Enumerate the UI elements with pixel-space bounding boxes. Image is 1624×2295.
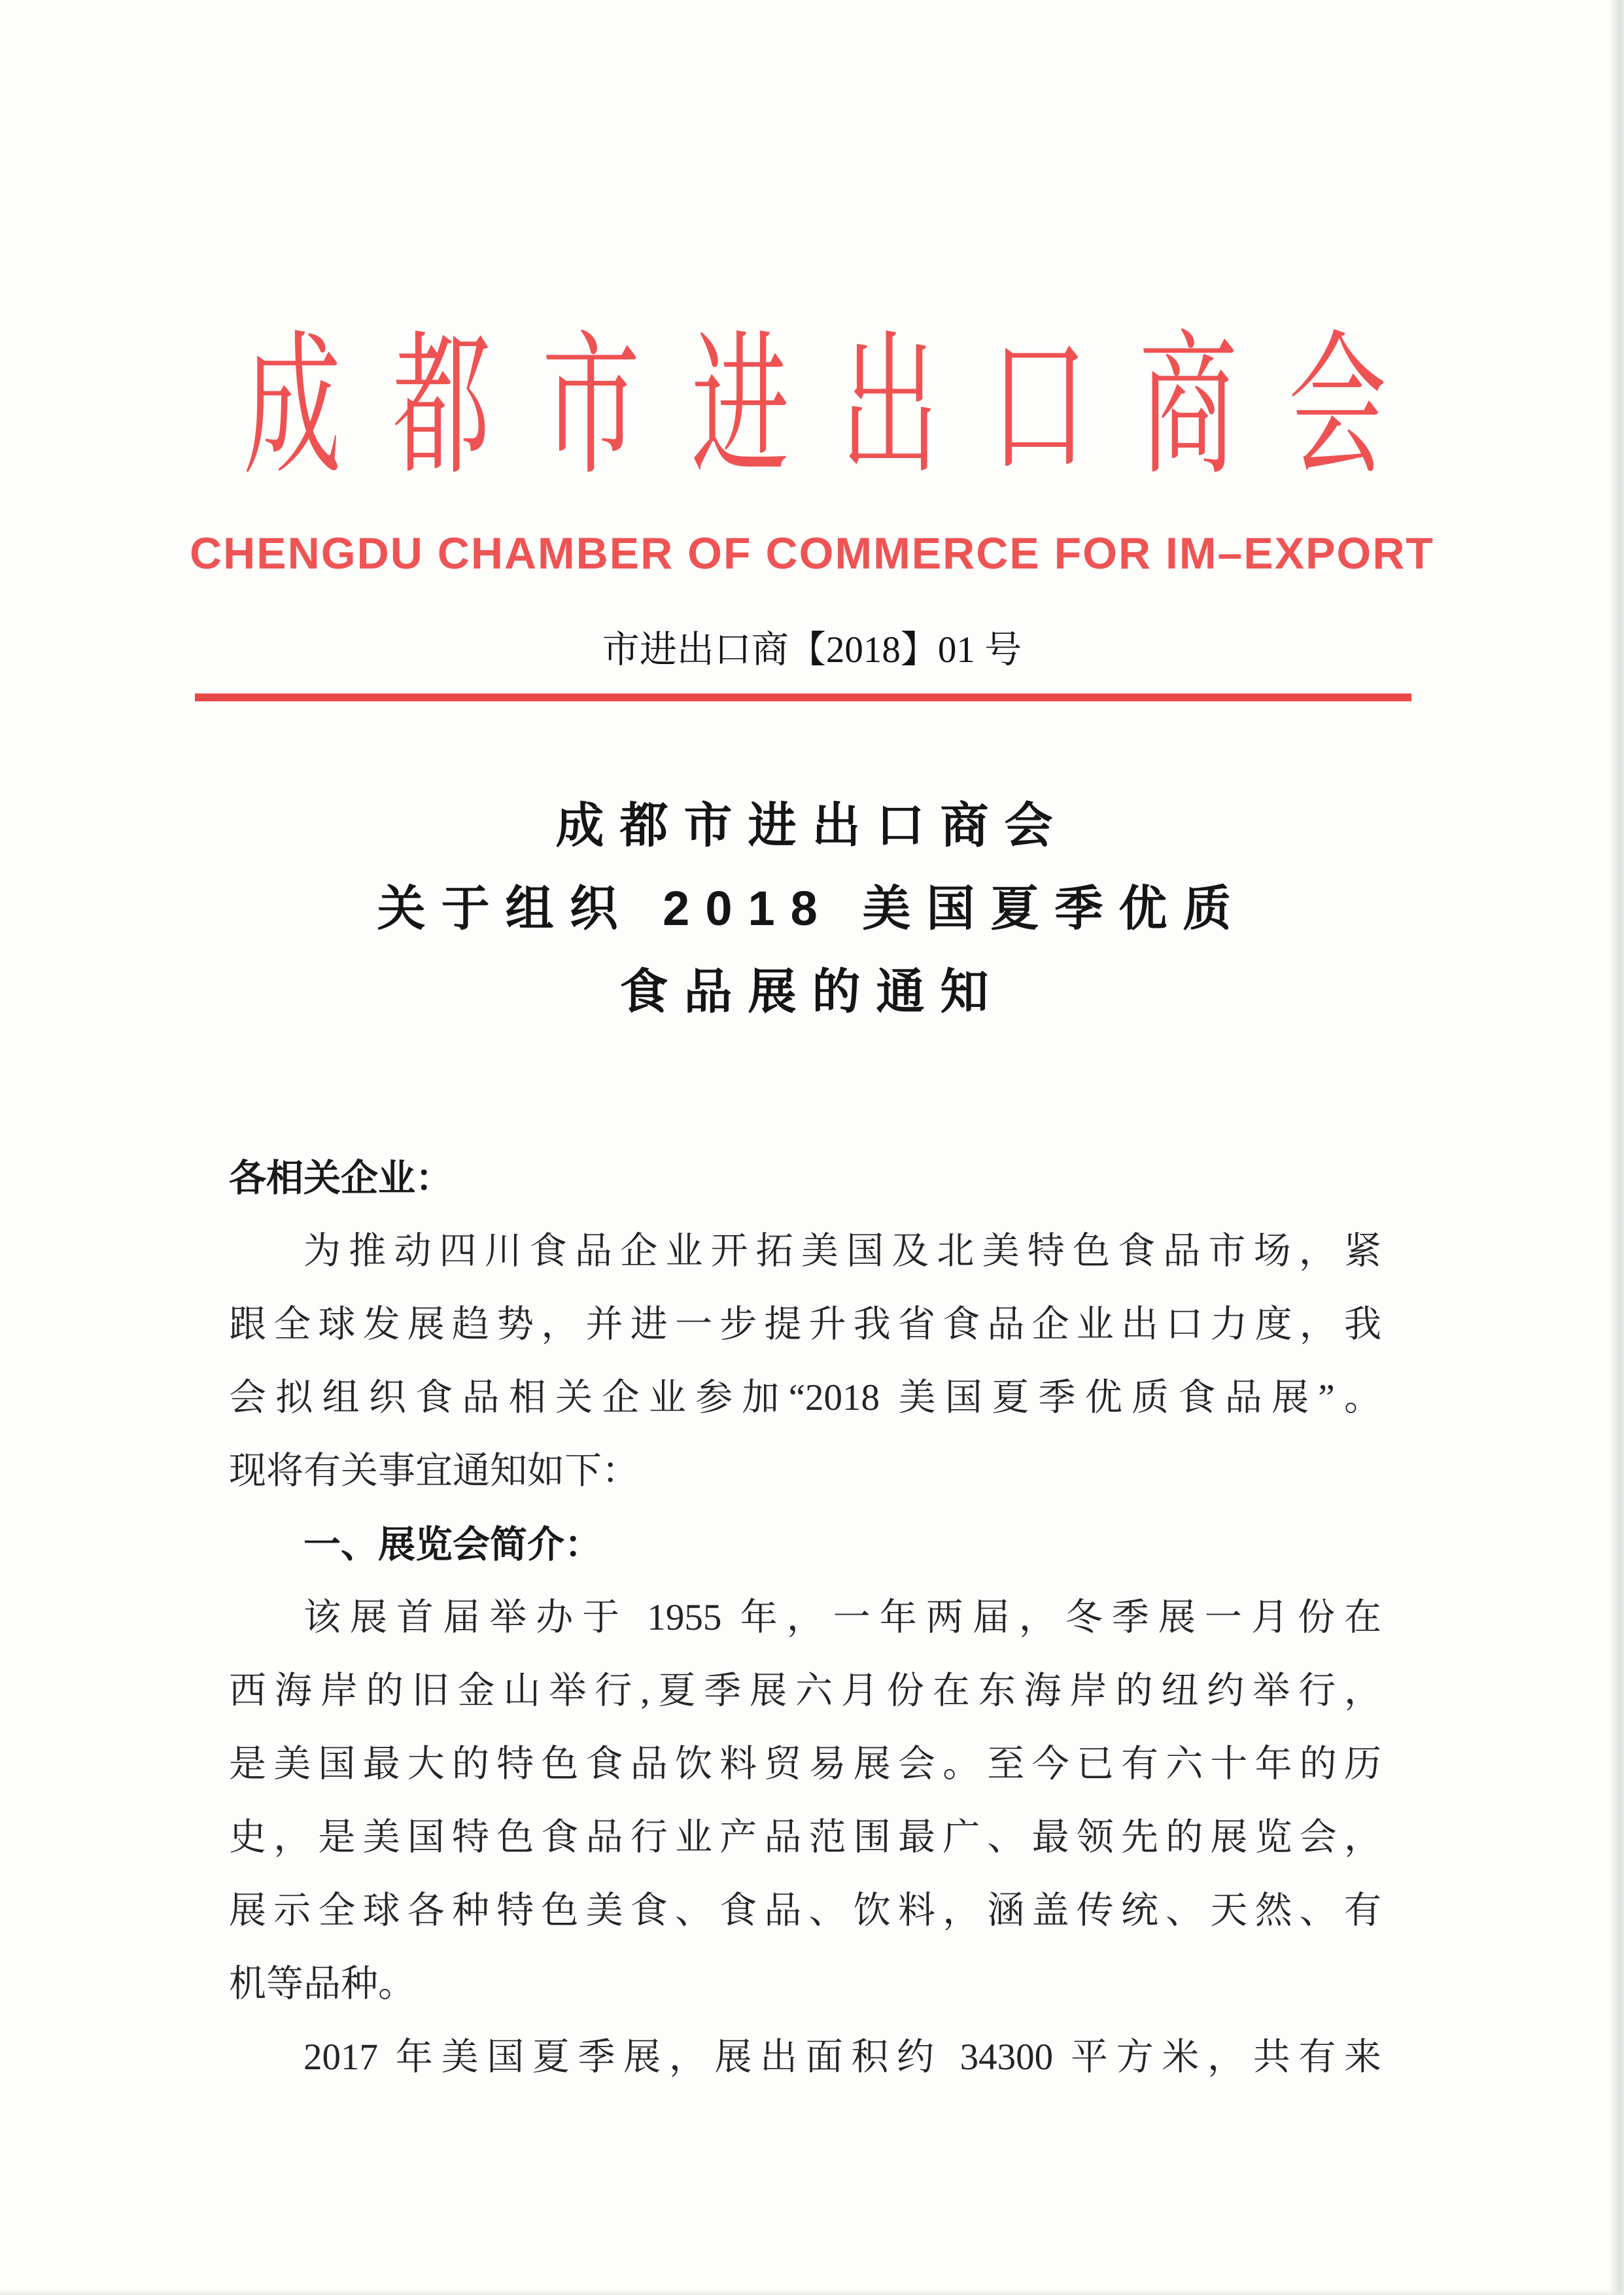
- org-name-char: 都: [392, 322, 491, 494]
- body-line: 为推动四川食品企业开拓美国及北美特色食品市场，紧: [303, 1231, 1381, 1272]
- body-line: 现将有关事宜通知如下：: [229, 1450, 639, 1492]
- body-line: 机等品种。: [229, 1963, 415, 2005]
- letterhead-divider-rule: [195, 693, 1411, 701]
- notice-title: [0, 799, 1624, 1049]
- section-heading: 一、展览会简介：: [303, 1524, 602, 1566]
- notice-title-line-1: 成都市进出口商会: [555, 798, 1069, 852]
- notice-title-line-2: 关于组织 2018 美国夏季优质: [377, 881, 1247, 936]
- org-name-char: 出: [840, 322, 939, 494]
- scan-edge-artifact-bottom: [0, 2290, 1624, 2295]
- body-line: 会拟组织食品相关企业参加“2018 美国夏季优质食品展”。: [229, 1377, 1381, 1418]
- org-name-cn: [243, 322, 1387, 494]
- body-line: 史，是美国特色食品行业产品范围最广、最领先的展览会，: [229, 1817, 1381, 1858]
- notice-title-line-3: 食品展的通知: [619, 964, 1005, 1019]
- scan-edge-artifact-right: [1610, 0, 1624, 2295]
- org-name-char: 市: [542, 322, 640, 494]
- body-line: 是美国最大的特色食品饮料贸易展会。至今已有六十年的历: [229, 1743, 1381, 1785]
- org-name-char: 口: [990, 322, 1088, 494]
- notice-body: [229, 1142, 1381, 2094]
- body-line: 展示全球各种特色美食、食品、饮料，涵盖传统、天然、有: [229, 1890, 1381, 1931]
- org-name-char: 成: [243, 322, 342, 494]
- salutation: 各相关企业：: [229, 1157, 453, 1199]
- org-name-char: 会: [1288, 322, 1387, 494]
- body-line: 西海岸的旧金山举行,夏季展六月份在东海岸的纽约举行，: [229, 1670, 1381, 1711]
- org-name-char: 商: [1139, 322, 1237, 494]
- body-line: 跟全球发展趋势，并进一步提升我省食品企业出口力度，我: [229, 1304, 1381, 1345]
- body-line: 2017 年美国夏季展，展出面积约 34300 平方米，共有来: [303, 2037, 1381, 2078]
- doc-number: 市进出口商【2018】01 号: [602, 629, 1022, 671]
- body-line: 该展首届举办于 1955 年，一年两届，冬季展一月份在: [303, 1597, 1381, 1638]
- org-name-en: CHENGDU CHAMBER OF COMMERCE FOR IM–EXPORT: [190, 529, 1434, 578]
- org-name-char: 进: [691, 322, 789, 494]
